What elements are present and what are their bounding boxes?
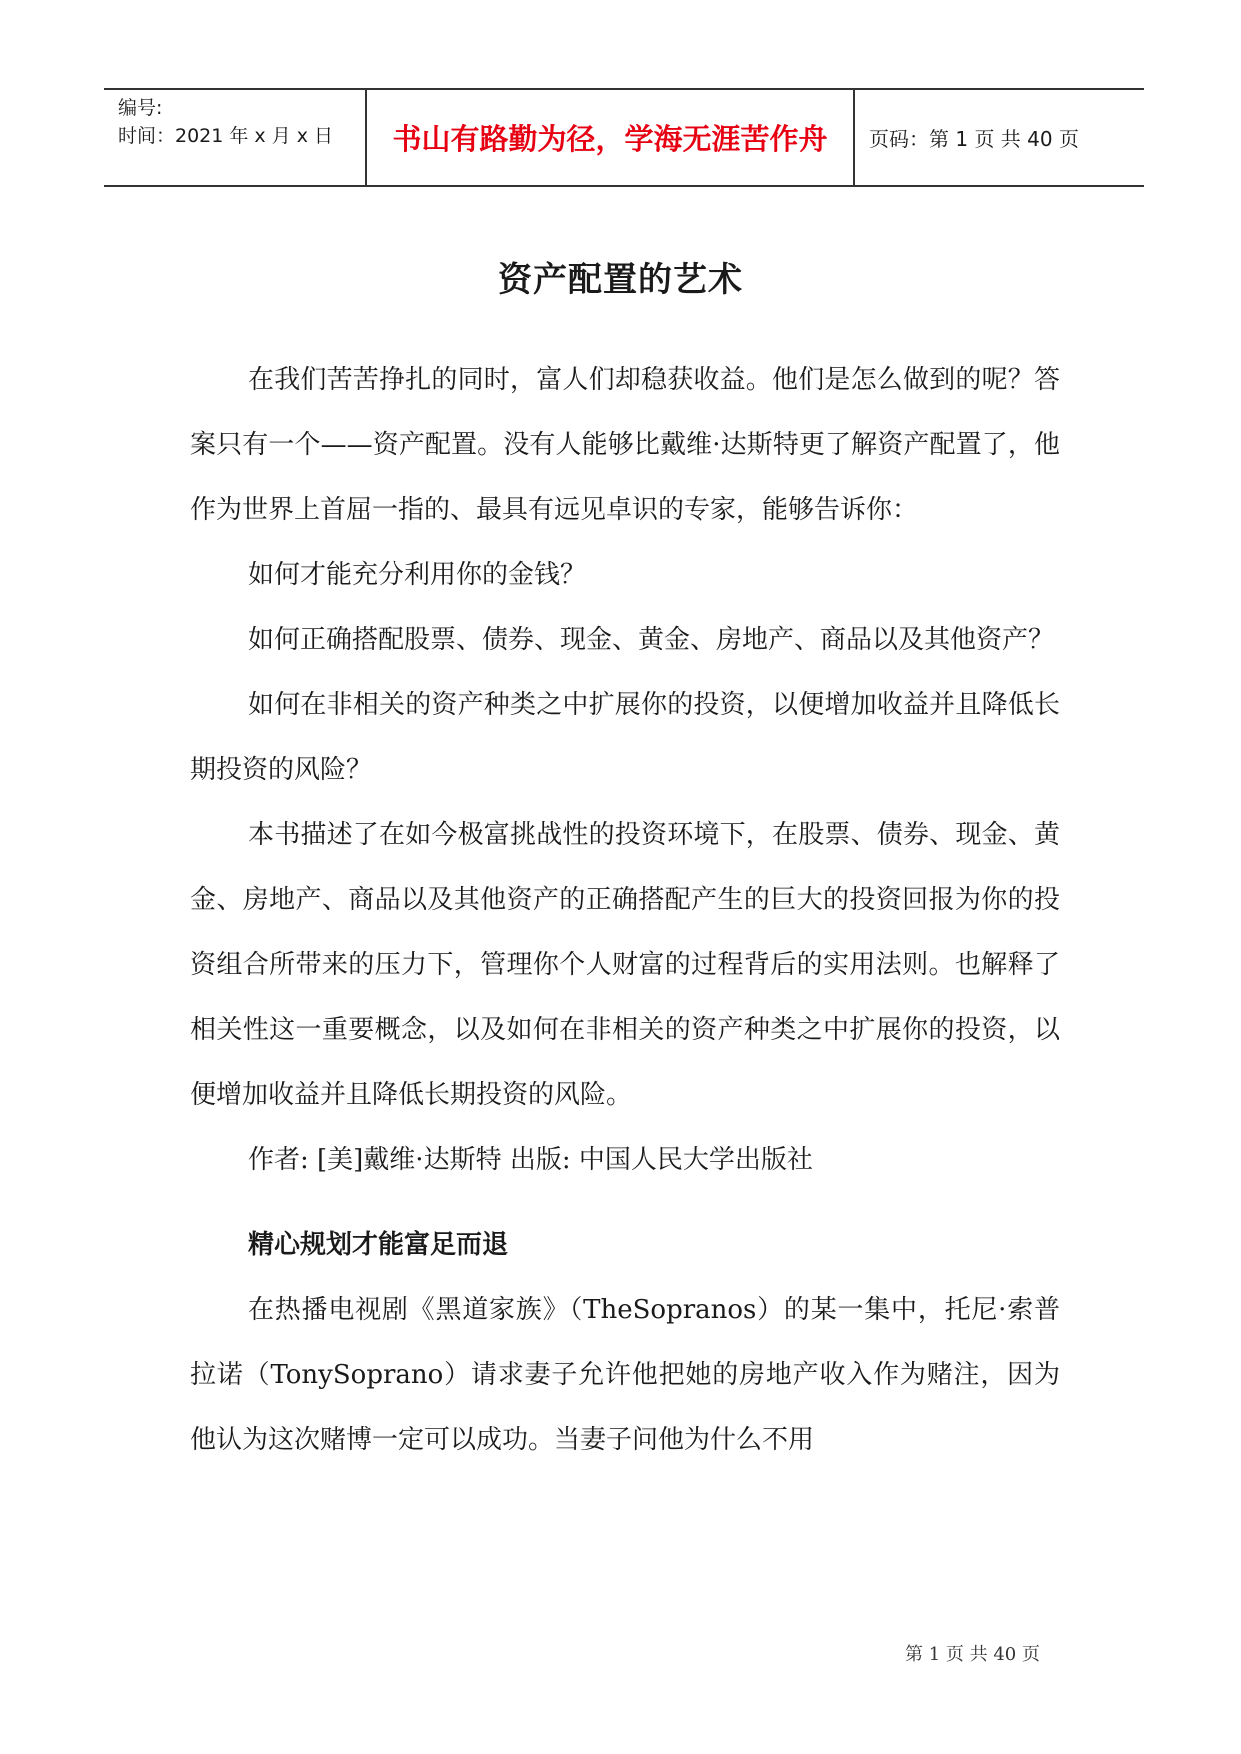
- document-header: [104, 88, 1144, 187]
- header-motto: 书山有路勤为径，学海无涯苦作舟: [367, 90, 855, 185]
- paragraph-description: 本书描述了在如今极富挑战性的投资环境下，在股票、债券、现金、黄金、房地产、商品以及其他资产的正确搭配产生的巨大的投资回报为你的投资组合所带来的压力下，管理你个人财富的过程背后的实用法则。也解释了相关性这一重要概念，以及如何在非相关的资产种类之中扩展你的投资，以便增加收益并且降低长期投资的风险。: [190, 820, 1060, 1110]
- paragraph-section: 在热播电视剧《黑道家族》（TheSopranos）的某一集中，托尼·索普拉诺（TonySoprano）请求妻子允许他把她的房地产收入作为赌注，因为他认为这次赌博一定可以成功。当妻子问他为什么不用: [190, 1295, 1060, 1455]
- paragraph-question-2: 如何正确搭配股票、债券、现金、黄金、房地产、商品以及其他资产？: [248, 625, 1055, 655]
- document-title: 资产配置的艺术: [498, 260, 743, 300]
- document-body: [190, 348, 1060, 1473]
- time-label: 时间：2021 年 x 月 x 日: [118, 125, 334, 147]
- header-page-label: 页码：第 1 页 共 40 页: [869, 127, 1079, 151]
- paragraph-author: 作者: [美]戴维·达斯特 出版: 中国人民大学出版社: [248, 1145, 813, 1175]
- paragraph-question-1: 如何才能充分利用你的金钱？: [248, 560, 587, 590]
- paragraph-question-3: 如何在非相关的资产种类之中扩展你的投资，以便增加收益并且降低长期投资的风险？: [190, 690, 1060, 785]
- paragraph-intro: 在我们苦苦挣扎的同时，富人们却稳获收益。他们是怎么做到的呢？答案只有一个——资产配置。没有人能够比戴维·达斯特更了解资产配置了，他作为世界上首屈一指的、最具有远见卓识的专家，能够告诉你：: [190, 365, 1060, 525]
- number-label: 编号:: [118, 97, 163, 119]
- header-meta-cell: [104, 90, 367, 185]
- page-footer: 第 1 页 共 40 页: [905, 1644, 1040, 1665]
- section-heading: 精心规划才能富足而退: [248, 1230, 509, 1260]
